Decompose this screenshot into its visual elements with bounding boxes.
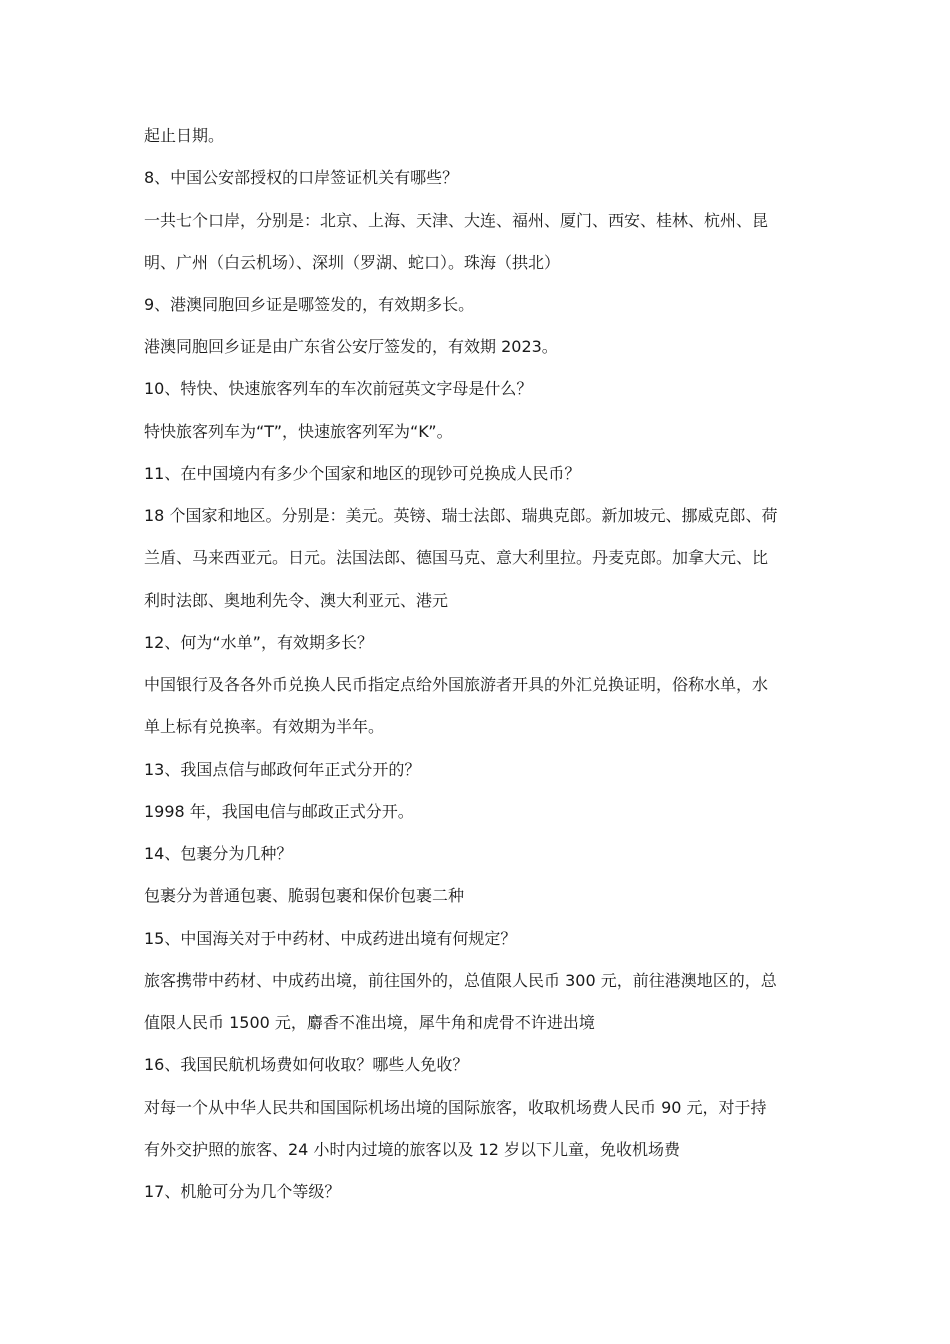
answer-line: 特快旅客列车为“T”，快速旅客列军为“K”。 (144, 422, 453, 441)
question-line: 12、何为“水单”，有效期多长？ (144, 633, 373, 652)
question-line: 8、中国公安部授权的口岸签证机关有哪些？ (144, 168, 459, 187)
answer-line: 单上标有兑换率。有效期为半年。 (144, 717, 385, 736)
answer-line: 明、广州（白云机场）、深圳（罗湖、蛇口）。珠海（拱北） (144, 253, 561, 272)
answer-line: 值限人民币 1500 元，麝香不准出境，犀牛角和虎骨不许进出境 (144, 1013, 595, 1032)
question-line: 16、我国民航机场费如何收取？哪些人免收？ (144, 1055, 469, 1074)
question-line: 9、港澳同胞回乡证是哪签发的，有效期多长。 (144, 295, 475, 314)
answer-line: 利时法郎、奥地利先令、澳大利亚元、港元 (144, 591, 449, 610)
answer-line: 对每一个从中华人民共和国国际机场出境的国际旅客，收取机场费人民币 90 元，对于持 (144, 1098, 767, 1117)
answer-line: 港澳同胞回乡证是由广东省公安厅签发的，有效期 2023。 (144, 337, 558, 356)
question-line: 11、在中国境内有多少个国家和地区的现钞可兑换成人民币？ (144, 464, 581, 483)
answer-line: 18 个国家和地区。分别是：美元。英镑、瑞士法郎、瑞典克郎。新加坡元、挪威克郎、荷 (144, 506, 778, 525)
question-line: 15、中国海关对于中药材、中成药进出境有何规定？ (144, 929, 517, 948)
question-line: 14、包裹分为几种？ (144, 844, 293, 863)
answer-line: 一共七个口岸，分别是：北京、上海、天津、大连、福州、厦门、西安、桂林、杭州、昆 (144, 211, 769, 230)
question-line: 13、我国点信与邮政何年正式分开的？ (144, 760, 421, 779)
answer-line: 包裹分为普通包裹、脆弱包裹和保价包裹二种 (144, 886, 465, 905)
question-line: 10、特快、快速旅客列车的车次前冠英文字母是什么？ (144, 379, 533, 398)
answer-line: 有外交护照的旅客、24 小时内过境的旅客以及 12 岁以下儿童，免收机场费 (144, 1140, 680, 1159)
answer-line: 旅客携带中药材、中成药出境，前往国外的，总值限人民币 300 元，前往港澳地区的，总 (144, 971, 777, 990)
answer-line: 1998 年，我国电信与邮政正式分开。 (144, 802, 414, 821)
answer-line: 兰盾、马来西亚元。日元。法国法郎、德国马克、意大利里拉。丹麦克郎。加拿大元、比 (144, 548, 769, 567)
question-line: 17、机舱可分为几个等级？ (144, 1182, 341, 1201)
answer-line: 中国银行及各各外币兑换人民币指定点给外国旅游者开具的外汇兑换证明，俗称水单，水 (144, 675, 769, 694)
text-line: 起止日期。 (144, 126, 225, 145)
